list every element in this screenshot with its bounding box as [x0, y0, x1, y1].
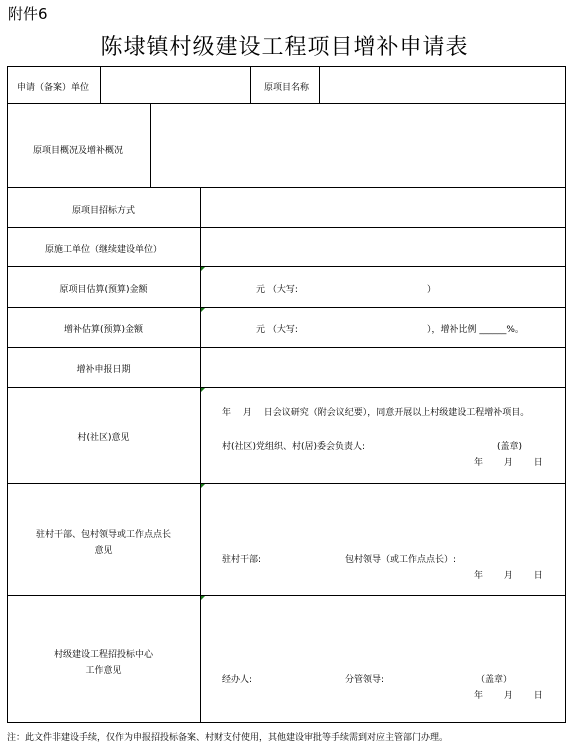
center-opinion-label: 村级建设工程招投标中心	[53, 650, 153, 660]
manager-label: 分管领导:	[345, 675, 385, 685]
village-opinion-label: 村(社区)意见	[77, 433, 130, 443]
contractor-label: 原施工单位（继续建设单位）	[44, 245, 162, 255]
bid-method-label: 原项目招标方式	[71, 206, 135, 216]
cadre-opinion-label-2: 意见	[94, 546, 113, 556]
village-date: 年 月 日	[474, 458, 543, 468]
leader-label: 包村领导（或工作点点长）:	[345, 555, 457, 565]
attachment-label: 附件6	[8, 5, 48, 23]
meeting-statement: 年 月 日会议研究（附会议纪要），同意开展以上村级建设工程增补项目。	[222, 408, 530, 418]
orig-amount-close: ）	[427, 285, 437, 295]
center-date: 年 月 日	[474, 691, 543, 701]
cadre-date: 年 月 日	[474, 571, 543, 581]
applicant-label: 申请（备案）单位	[17, 83, 90, 93]
village-cadre-label: 驻村干部:	[222, 555, 262, 565]
center-opinion-label-2: 工作意见	[85, 666, 122, 676]
handler-label: 经办人:	[222, 675, 253, 685]
orig-estimate-label: 原项目估算(预算)金额	[59, 285, 148, 295]
overview-label: 原项目概况及增补概况	[33, 146, 124, 156]
footnote: 注：此文件非建设手续，仅作为申报招投标备案、村财支付使用，其他建设审批等手续需到对应主管部门办理。	[7, 733, 449, 743]
orig-name-label: 原项目名称	[264, 83, 310, 93]
party-signature-label: 村(社区)党组织、村(居)委会负责人:	[222, 442, 366, 452]
orig-amount-yuan: 元 （大写:	[256, 285, 298, 295]
supp-amount-yuan: 元 （大写:	[256, 325, 298, 335]
supp-estimate-label: 增补估算(预算)金额	[63, 325, 144, 335]
supp-ratio: ），增补比例 ______%。	[427, 325, 524, 335]
seal-label-2: （盖章）	[476, 675, 513, 685]
cadre-opinion-label: 驻村干部、包村领导或工作点点长	[35, 530, 171, 540]
report-date-label: 增补申报日期	[76, 365, 131, 375]
seal-label: (盖章)	[497, 442, 523, 452]
page-title: 陈埭镇村级建设工程项目增补申请表	[100, 35, 469, 60]
